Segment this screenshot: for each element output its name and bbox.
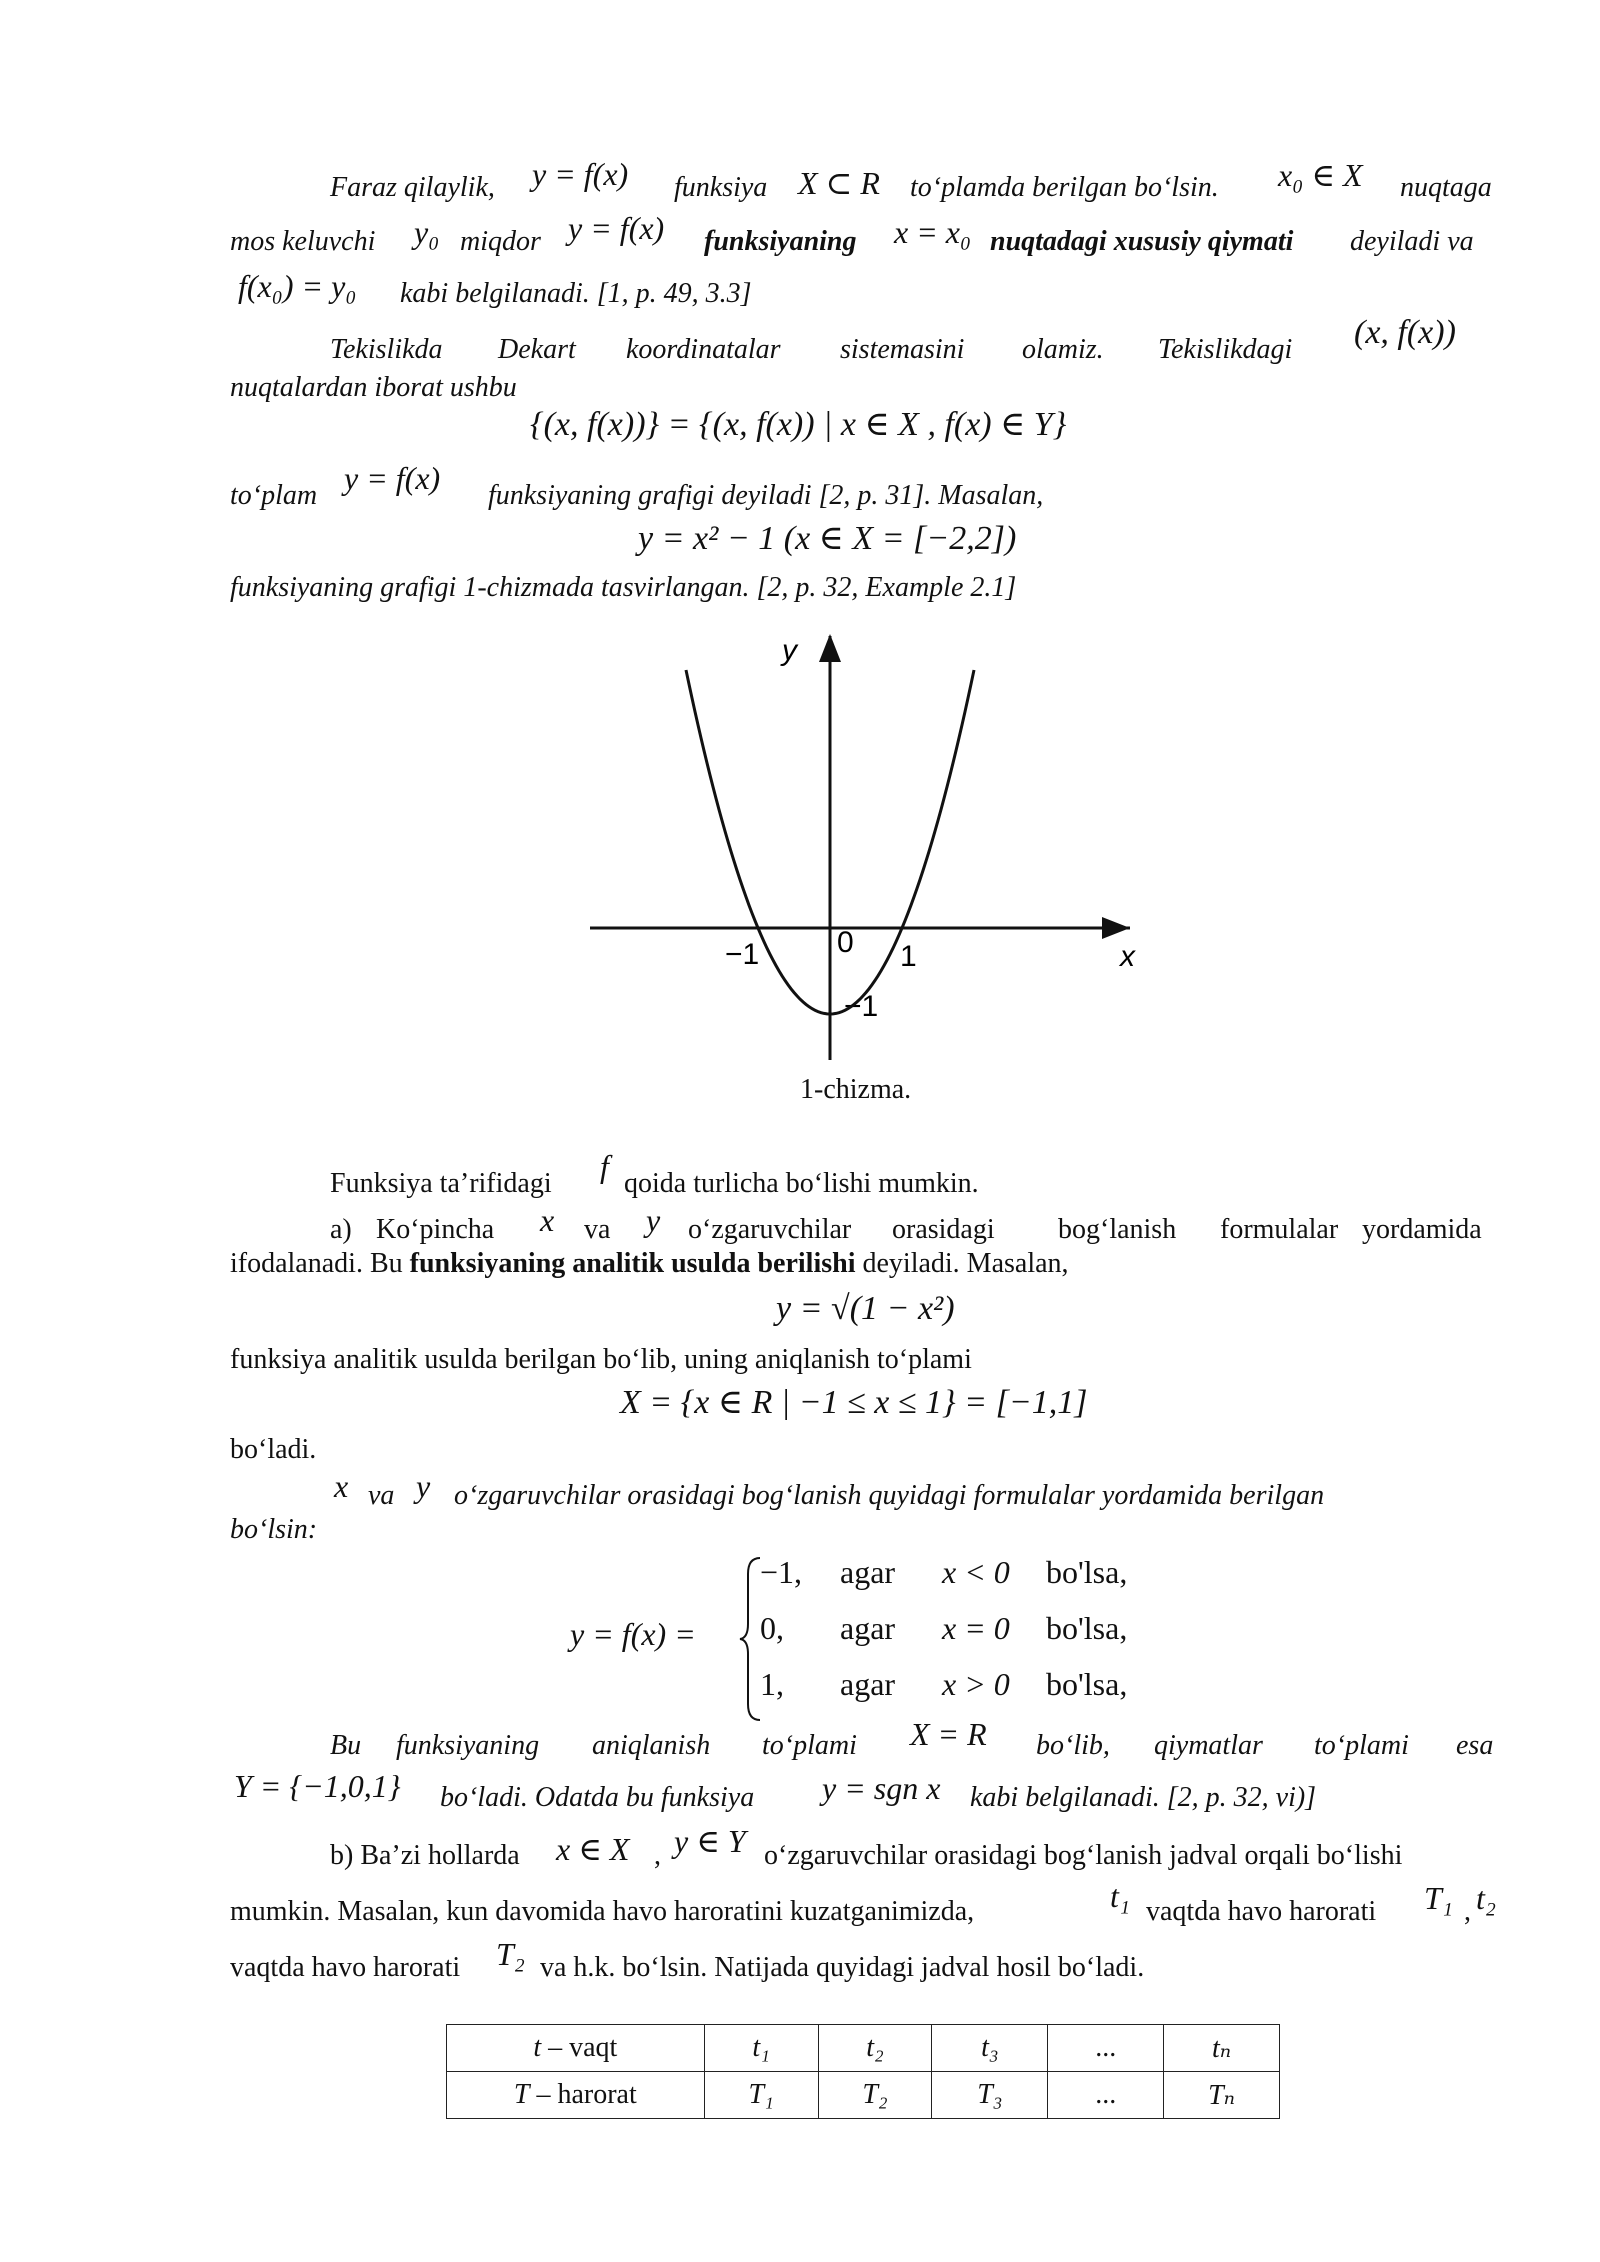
table-cell: t₂ bbox=[818, 2025, 932, 2072]
graph-set-formula: {(x, f(x))} = {(x, f(x)) | x ∈ X , f(x) ∈ Y} bbox=[530, 406, 1067, 443]
p5-text: , bbox=[654, 1840, 661, 1871]
time-temperature-table bbox=[446, 2024, 1280, 2119]
y-axis-arrow bbox=[819, 634, 841, 662]
case-tail: bo'lsa, bbox=[1046, 1554, 1128, 1590]
p4-formula-XR: X = R bbox=[910, 1716, 987, 1752]
p5-formula-xX: x ∈ X bbox=[556, 1831, 630, 1867]
case-row bbox=[760, 1610, 1180, 1666]
p5-formula-yY: y ∈ Y bbox=[674, 1823, 746, 1859]
p2-line2 bbox=[230, 372, 517, 404]
p3-line3 bbox=[230, 1248, 1069, 1280]
table-cell: ... bbox=[1048, 2072, 1164, 2119]
p1-formula-xx0: x = x₀ bbox=[894, 214, 972, 250]
y-axis-label: y bbox=[782, 634, 797, 667]
row-header bbox=[447, 2025, 705, 2072]
p5-formula-T1: T₁ bbox=[1424, 1880, 1453, 1916]
p3-text: deyiladi. Masalan, bbox=[862, 1248, 1069, 1279]
figure-caption: 1-chizma. bbox=[800, 1074, 912, 1105]
p4-word: funksiyaning bbox=[396, 1730, 540, 1761]
p1-line1 bbox=[330, 156, 1500, 208]
x-axis-label: x bbox=[1120, 940, 1135, 973]
p2-text: funksiyaning grafigi 1-chizmada tasvirlangan. [2, p. 32, Example 2.1] bbox=[230, 572, 1017, 603]
p2-line3 bbox=[230, 460, 1500, 516]
p1-line3 bbox=[230, 268, 1500, 312]
p3-line5: bo‘ladi. bbox=[230, 1434, 317, 1465]
p1-text: miqdor bbox=[460, 226, 541, 257]
piecewise-lhs: y = f(x) = bbox=[570, 1616, 696, 1652]
table-cell: T₂ bbox=[818, 2072, 932, 2119]
case-agar: agar bbox=[840, 1666, 896, 1702]
p1-formula-XR: X ⊂ R bbox=[798, 165, 880, 201]
p4-text: o‘zgaruvchilar orasidagi bog‘lanish quyidagi formulalar yordamida berilgan bbox=[454, 1480, 1325, 1511]
p4-line4 bbox=[230, 1768, 1500, 1818]
row-header bbox=[447, 2072, 705, 2119]
p3-text: qoida turlicha bo‘lishi mumkin. bbox=[624, 1168, 979, 1199]
p2-word: sistemasini bbox=[840, 334, 965, 365]
p5-text: vaqtda havo harorati bbox=[230, 1952, 461, 1983]
p3-word: va bbox=[584, 1214, 611, 1245]
p2-word: Dekart bbox=[498, 334, 576, 365]
table-cell: t₃ bbox=[932, 2025, 1048, 2072]
p2-line4 bbox=[230, 572, 1016, 604]
p3-bold: funksiyaning analitik usulda berilishi bbox=[409, 1248, 856, 1279]
p4-line2: bo‘lsin: bbox=[230, 1514, 318, 1545]
p1-formula-yfx: y = f(x) bbox=[568, 210, 665, 246]
p3-word: Ko‘pincha bbox=[376, 1214, 495, 1245]
row-header-symbol: t bbox=[533, 2032, 542, 2063]
p2-word: Tekislikdagi bbox=[1158, 334, 1293, 365]
p4-word: qiymatlar bbox=[1154, 1730, 1263, 1761]
p1-text: to‘plamda berilgan bo‘lsin. bbox=[910, 172, 1219, 203]
p5-line2 bbox=[230, 1878, 1500, 1932]
case-condition: x > 0 bbox=[942, 1666, 1010, 1702]
p3-text: ifodalanadi. Bu bbox=[230, 1248, 403, 1279]
p3-word: yordamida bbox=[1362, 1214, 1482, 1245]
p1-text: deyiladi va bbox=[1350, 226, 1474, 257]
p4-word: esa bbox=[1456, 1730, 1494, 1761]
p5-text: va h.k. bo‘lsin. Natijada quyidagi jadval hosil bo‘ladi. bbox=[540, 1952, 1145, 1983]
p1-text: nuqtaga bbox=[1400, 172, 1492, 203]
p4-word: to‘plami bbox=[762, 1730, 857, 1761]
p4-word: Bu bbox=[330, 1730, 362, 1761]
p1-bold: nuqtadagi xususiy qiymati bbox=[990, 226, 1294, 257]
p5-text: o‘zgaruvchilar orasidagi bog‘lanish jadval orqali bo‘lishi bbox=[764, 1840, 1403, 1871]
p2-formula-yfx: y = f(x) bbox=[344, 460, 441, 496]
p1-formula-y0: y₀ bbox=[414, 214, 440, 250]
p5-line1 bbox=[330, 1823, 1500, 1876]
p4-line3 bbox=[330, 1716, 1500, 1766]
table-cell: tₙ bbox=[1164, 2025, 1280, 2072]
case-agar: agar bbox=[840, 1610, 896, 1646]
table-row bbox=[447, 2072, 1280, 2119]
case-agar: agar bbox=[840, 1554, 896, 1590]
p2-formula-pair: (x, f(x)) bbox=[1354, 314, 1456, 351]
p3-line1 bbox=[330, 1148, 1500, 1204]
case-tail: bo'lsa, bbox=[1046, 1610, 1128, 1646]
row-header-text: – harorat bbox=[529, 2079, 637, 2110]
p3-word: formulalar bbox=[1220, 1214, 1339, 1245]
table-cell: t₁ bbox=[704, 2025, 818, 2072]
p5-formula-t1: t₁ bbox=[1110, 1878, 1131, 1914]
tick-label-neg1: −1 bbox=[725, 938, 760, 971]
p4-formula-y: y bbox=[416, 1468, 431, 1504]
p1-formula-fx0: f(x₀) = y₀ bbox=[238, 268, 357, 304]
p4-line1 bbox=[330, 1468, 1500, 1516]
p3-formula-x: x bbox=[540, 1202, 555, 1238]
row-header-text: – vaqt bbox=[541, 2032, 618, 2063]
tick-label-0: 0 bbox=[837, 926, 854, 959]
p3-word: orasidagi bbox=[892, 1214, 995, 1245]
p5-line3 bbox=[230, 1936, 1500, 1988]
example-formula: y = x² − 1 (x ∈ X = [−2,2]) bbox=[638, 520, 1017, 557]
case-row bbox=[760, 1554, 1180, 1610]
tick-label-1: 1 bbox=[900, 940, 917, 973]
case-row bbox=[760, 1666, 1180, 1722]
p3-line4: funksiya analitik usulda berilgan bo‘lib, uning aniqlanish to‘plami bbox=[230, 1344, 972, 1375]
p3-word: bog‘lanish bbox=[1058, 1214, 1177, 1245]
p2-line1 bbox=[330, 314, 1500, 374]
p3-word: a) bbox=[330, 1214, 352, 1245]
p2-text: nuqtalardan iborat ushbu bbox=[230, 372, 517, 403]
p5-text: mumkin. Masalan, kun davomida havo haroratini kuzatganimizda, bbox=[230, 1896, 975, 1927]
table-cell: ... bbox=[1048, 2025, 1164, 2072]
case-value: 0, bbox=[760, 1610, 784, 1646]
table-cell: T₁ bbox=[704, 2072, 818, 2119]
p3-text: Funksiya ta’rifidagi bbox=[330, 1168, 552, 1199]
p1-formula-x0X: x₀ ∈ X bbox=[1278, 157, 1363, 193]
p3-line2 bbox=[330, 1202, 1500, 1250]
table-row bbox=[447, 2025, 1280, 2072]
p1-text: Faraz qilaylik, bbox=[330, 172, 495, 203]
case-tail: bo'lsa, bbox=[1046, 1666, 1128, 1702]
p4-word: aniqlanish bbox=[592, 1730, 711, 1761]
p1-text: kabi belgilanadi. [1, p. 49, 3.3] bbox=[400, 278, 752, 309]
p5-formula-t2: t₂ bbox=[1476, 1880, 1497, 1916]
p2-word: Tekislikda bbox=[330, 334, 443, 365]
table-cell: T₃ bbox=[932, 2072, 1048, 2119]
p2-text: funksiyaning grafigi deyiladi [2, p. 31]. Masalan, bbox=[488, 480, 1044, 511]
p3-formula-y: y bbox=[646, 1202, 661, 1238]
p1-line2 bbox=[230, 210, 1500, 262]
tick-label-yneg1: −1 bbox=[844, 990, 879, 1023]
p5-text: , bbox=[1464, 1896, 1471, 1927]
case-condition: x < 0 bbox=[942, 1554, 1010, 1590]
p3-word: o‘zgaruvchilar bbox=[688, 1214, 852, 1245]
sqrt-formula: y = √(1 − x²) bbox=[776, 1290, 955, 1327]
p5-text: vaqtda havo harorati bbox=[1146, 1896, 1377, 1927]
p4-word: bo‘lib, bbox=[1036, 1730, 1110, 1761]
p1-bold: funksiyaning bbox=[704, 226, 857, 257]
p4-text: va bbox=[368, 1480, 395, 1511]
p2-text: to‘plam bbox=[230, 480, 318, 511]
case-value: −1, bbox=[760, 1554, 803, 1590]
p1-text: mos keluvchi bbox=[230, 226, 376, 257]
p5-formula-T2: T₂ bbox=[496, 1936, 525, 1972]
table-cell: Tₙ bbox=[1164, 2072, 1280, 2119]
parabola-figure bbox=[590, 630, 1140, 1070]
p2-word: koordinatalar bbox=[626, 334, 781, 365]
case-condition: x = 0 bbox=[942, 1610, 1010, 1646]
p4-text: kabi belgilanadi. [2, p. 32, vi)] bbox=[970, 1782, 1317, 1813]
p5-text: b) Ba’zi hollarda bbox=[330, 1840, 520, 1871]
p4-formula-sgn: y = sgn x bbox=[822, 1770, 941, 1806]
p1-text: funksiya bbox=[674, 172, 768, 203]
p1-formula-yfx: y = f(x) bbox=[532, 156, 629, 192]
p4-text: bo‘ladi. Odatda bu funksiya bbox=[440, 1782, 755, 1813]
x-axis-arrow bbox=[1102, 917, 1130, 939]
p2-word: olamiz. bbox=[1022, 334, 1104, 365]
sgn-piecewise bbox=[570, 1540, 1170, 1720]
domain-formula: X = {x ∈ R | −1 ≤ x ≤ 1} = [−1,1] bbox=[620, 1384, 1088, 1421]
p4-formula-x: x bbox=[334, 1468, 349, 1504]
p4-formula-Y: Y = {−1,0,1} bbox=[234, 1768, 401, 1804]
case-value: 1, bbox=[760, 1666, 784, 1702]
row-header-symbol: T bbox=[513, 2079, 530, 2110]
p3-formula-f: f bbox=[600, 1148, 609, 1184]
p4-word: to‘plami bbox=[1314, 1730, 1409, 1761]
